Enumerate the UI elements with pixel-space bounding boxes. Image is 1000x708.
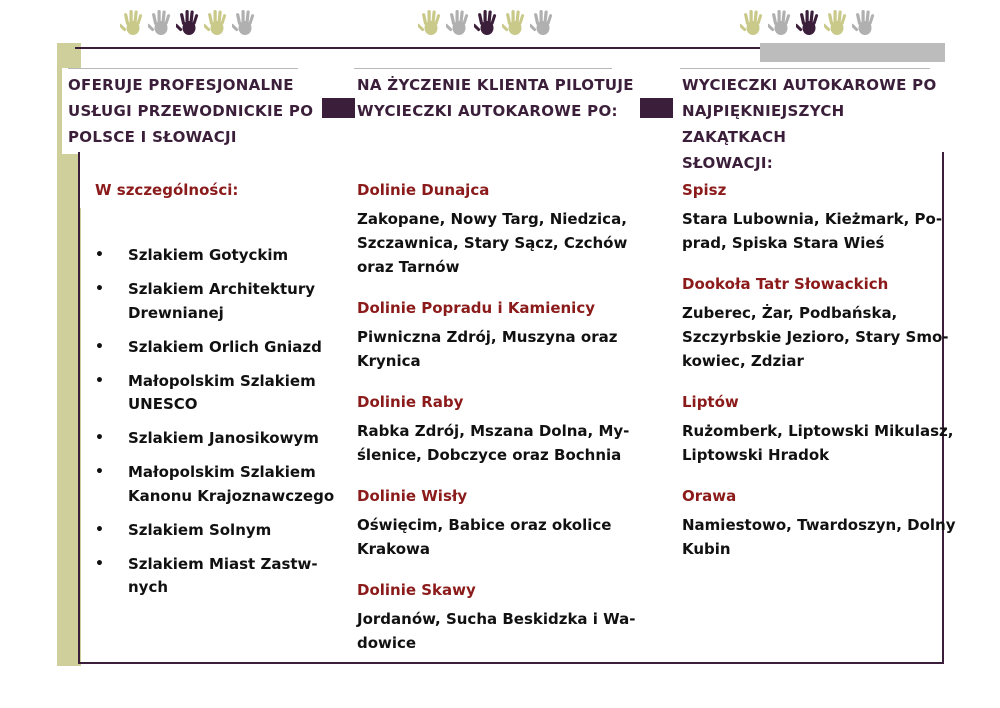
handprint-icon (148, 8, 174, 38)
column2-heading (357, 72, 637, 124)
heading-line: NA ŻYCZENIE KLIENTA PILOTUJE (357, 76, 634, 94)
section-title: Liptów (682, 393, 739, 411)
section-title: Dolinie Popradu i Kamienicy (357, 299, 595, 317)
section-body (357, 607, 636, 655)
column-marker-2 (322, 98, 355, 118)
bullet-icon: • (95, 372, 104, 389)
section-body (682, 207, 942, 255)
column3-heading (682, 72, 942, 176)
list-item (92, 336, 342, 360)
list-item-line: Małopolskim Szlakiem (128, 463, 316, 481)
handprint-icon (176, 8, 202, 38)
heading-line: WYCIECZKI AUTOKAROWE PO (682, 76, 937, 94)
list-item (92, 519, 342, 543)
list-item-line: Szlakiem Solnym (128, 520, 272, 539)
column-marker-3 (640, 98, 673, 118)
heading-line: USŁUGI PRZEWODNICKIE PO (68, 102, 314, 120)
list-item-line: Szlakiem Gotyckim (128, 246, 289, 264)
section-line: Zuberec, Żar, Podbańska, (682, 304, 898, 322)
handprint-icon (204, 8, 230, 38)
section-line: Szczawnica, Stary Sącz, Czchów (357, 234, 628, 252)
section-line: dowice (357, 634, 417, 652)
heading-line: POLSCE I SŁOWACJI (68, 128, 237, 146)
section-line: Liptowski Hradok (682, 446, 830, 464)
section-line: Jordanów, Sucha Beskidzka i Wa- (357, 610, 636, 628)
heading-line: WYCIECZKI AUTOKAROWE PO: (357, 102, 618, 120)
column1-heading (68, 72, 318, 150)
handprint-icon (740, 8, 766, 38)
handprint-icon (502, 8, 528, 38)
list-item (92, 553, 342, 600)
handprints-right (740, 8, 878, 38)
list-item-line: nych (128, 578, 169, 596)
section-title: Dolinie Dunajca (357, 181, 490, 199)
list-item-line: Kanonu Krajoznawczego (128, 486, 335, 505)
handprint-icon (796, 8, 822, 38)
section-line: oraz Tarnów (357, 258, 460, 276)
section-title: Dookoła Tatr Słowackich (682, 275, 889, 293)
list-item-line: Szlakiem Orlich Gniazd (128, 337, 322, 356)
list-item (92, 461, 342, 508)
list-item-line: Małopolskim Szlakiem (128, 371, 316, 390)
list-item-line: UNESCO (128, 395, 198, 413)
gray-accent-block (760, 43, 945, 62)
list-item (92, 278, 342, 325)
handprint-icon (530, 8, 556, 38)
bullet-icon: • (95, 247, 104, 263)
section-line: Rużomberk, Liptowski Mikulasz, (682, 422, 954, 440)
section-line: Zakopane, Nowy Targ, Niedzica, (357, 210, 627, 228)
section-title: Orawa (682, 487, 737, 505)
section-line: ślenice, Dobczyce oraz Bochnia (357, 446, 622, 464)
list-item-line: Szlakiem Architektury (128, 280, 316, 298)
section-body (357, 325, 617, 373)
section-line: Rabka Zdrój, Mszana Dolna, My- (357, 422, 630, 440)
trail-list (92, 244, 342, 610)
handprint-icon (446, 8, 472, 38)
handprints-center (418, 8, 556, 38)
section-body (682, 513, 956, 561)
heading-line: OFERUJE PROFESJONALNE (68, 76, 294, 94)
handprint-icon (474, 8, 500, 38)
bullet-icon: • (95, 430, 104, 446)
heading-line: SŁOWACJI: (682, 154, 774, 172)
bullet-icon: • (95, 464, 104, 480)
section-body (357, 513, 611, 561)
list-item-line: Szlakiem Miast Zastw- (128, 554, 318, 573)
handprint-icon (418, 8, 444, 38)
section-line: Krakowa (357, 540, 431, 558)
list-item-line: Szlakiem Janosikowym (128, 429, 319, 447)
bullet-icon: • (95, 555, 104, 572)
section-title: Dolinie Wisły (357, 487, 468, 505)
heading-underline-3 (680, 68, 930, 69)
section-line: Piwniczna Zdrój, Muszyna oraz (357, 328, 618, 346)
bullet-icon: • (95, 521, 104, 538)
section-line: Oświęcim, Babice oraz okolice (357, 516, 612, 534)
column1-intro: W szczególności: (95, 181, 239, 199)
section-line: Szczyrbskie Jezioro, Stary Smo- (682, 328, 949, 346)
section-line: Krynica (357, 352, 421, 370)
section-body (357, 419, 629, 467)
handprint-icon (232, 8, 258, 38)
section-line: kowiec, Zdziar (682, 352, 804, 370)
heading-line: NAJPIĘKNIEJSZYCH ZAKĄTKACH (682, 102, 845, 146)
heading-underline-1 (68, 68, 298, 69)
bullet-icon: • (95, 338, 104, 355)
section-title: Spisz (682, 181, 727, 199)
handprint-icon (852, 8, 878, 38)
section-line: Stara Lubownia, Kieżmark, Po- (682, 210, 943, 228)
list-item-line: Drewnianej (128, 303, 224, 322)
section-line: Namiestowo, Twardoszyn, Dolny (682, 516, 956, 534)
handprints-left (120, 8, 258, 38)
section-body (357, 207, 627, 279)
handprint-icon (120, 8, 146, 38)
bullet-icon: • (95, 281, 104, 297)
section-title: Dolinie Skawy (357, 581, 476, 599)
heading-underline-2 (354, 68, 612, 69)
section-title: Dolinie Raby (357, 393, 464, 411)
list-item (92, 244, 342, 268)
handprint-icon (824, 8, 850, 38)
list-item (92, 370, 342, 417)
section-body (682, 301, 949, 373)
handprint-icon (768, 8, 794, 38)
section-line: Kubin (682, 540, 731, 558)
section-line: prad, Spiska Stara Wieś (682, 234, 885, 252)
list-item (92, 427, 342, 451)
section-body (682, 419, 953, 467)
